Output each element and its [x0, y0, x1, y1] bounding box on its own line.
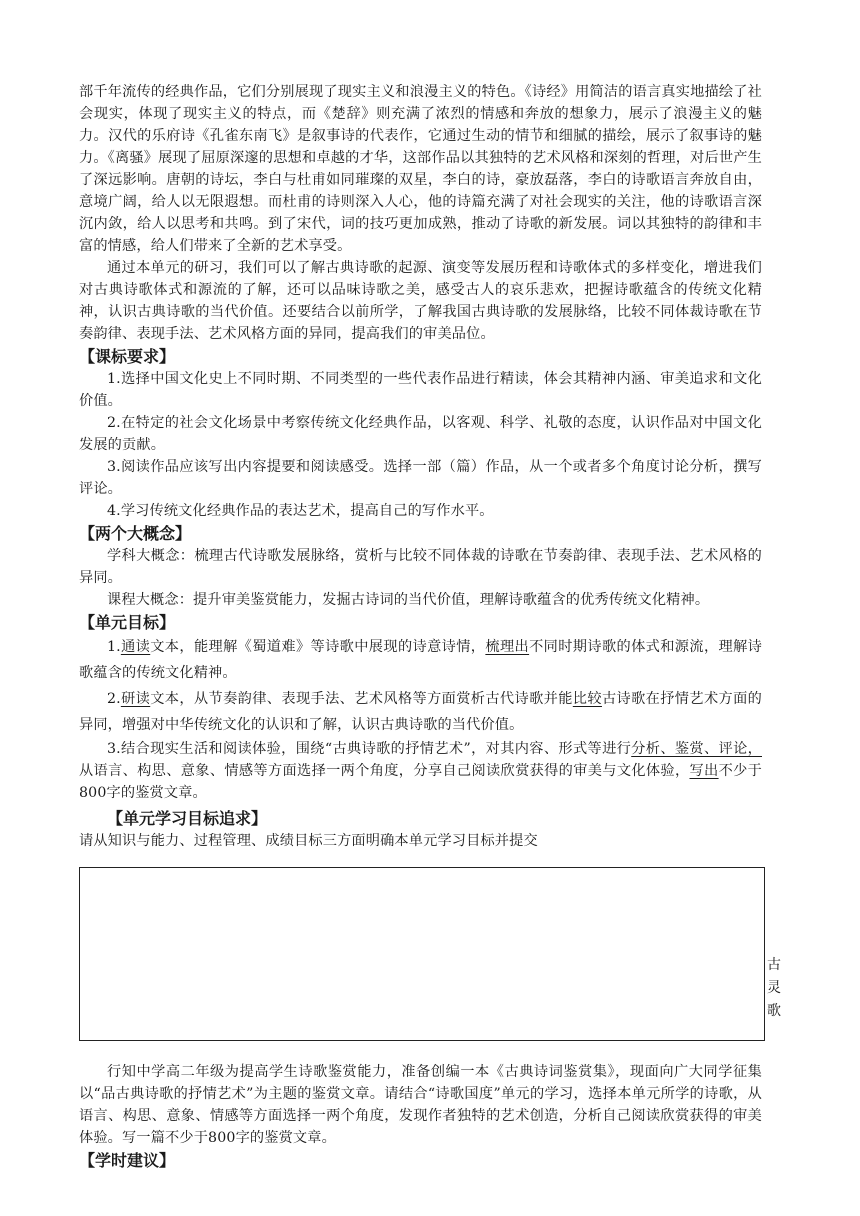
underlined-term: 通读: [120, 639, 151, 655]
curriculum-item-2: 2.在特定的社会文化场景中考察传统文化经典作品，以客观、科学、礼敬的态度，认识作品对中国文化发展的贡献。: [79, 415, 762, 453]
goal-item-2: 2.研读文本，从节奏韵律、表现手法、艺术风格等方面赏析古代诗歌并能比较古诗歌在抒情艺术方面的异同，增强对中华传统文化的认识和了解，认识古典诗歌的当代价值。: [79, 691, 762, 733]
goals-heading: 【单元目标】: [79, 613, 176, 632]
concepts-heading: 【两个大概念】: [79, 524, 192, 543]
curriculum-item-3: 3.阅读作品应该写出内容提要和阅读感受。选择一部（篇）作品，从一个或者多个角度讨论分析，撰写评论。: [79, 459, 762, 497]
intro-paragraph-1: 部千年流传的经典作品，它们分别展现了现实主义和浪漫主义的特色。《诗经》用简洁的语言真实地描绘了社会现实，体现了现实主义的特点，而《楚辞》则充满了浓烈的情感和奔放的想象力，展示了浪漫主义的魅力。汉代的乐府诗《孔雀东南飞》是叙事诗的代表作，它通过生动的情节和细腻的描绘，展示了叙事诗的魅力。《离骚》展现了屈原深邃的思想和卓越的才华，这部作品以其独特的艺术风格和深刻的哲理，对后世产生了深远影响。唐朝的诗坛，李白与杜甫如同璀璨的双星，李白的诗，豪放磊落，李白的诗歌语言奔放自由，意境广阔，给人以无限遐想。而杜甫的诗则深入人心，他的诗篇充满了对社会现实的关注，他的诗歌语言深沉内敛，给人以思考和共鸣。到了宋代，词的技巧更加成熟，推动了诗歌的新发展。词以其独特的韵律和丰富的情感，给人们带来了全新的艺术享受。: [79, 84, 762, 254]
goal-item-1: 1.通读文本，能理解《蜀道难》等诗歌中展现的诗意诗情，梳理出不同时期诗歌的体式和源流，理解诗歌蕴含的传统文化精神。: [79, 639, 763, 681]
goal-item-3: 3.结合现实生活和阅读体验，围绕“古典诗歌的抒情艺术”，对其内容、形式等进行分析、鉴赏、评论，从语言、构思、意象、情感等方面选择一两个角度，分享自己阅读欣赏获得的审美与文化体验，写出不少于800字的鉴赏文章。: [79, 741, 762, 801]
answer-box[interactable]: [79, 867, 781, 1041]
schedule-heading: 【学时建议】: [79, 1151, 176, 1170]
underlined-term: 写出: [689, 763, 719, 779]
intro-paragraph-2: 通过本单元的研习，我们可以了解古典诗歌的起源、演变等发展历程和诗歌体式的多样变化，增进我们对古典诗歌体式和源流的了解，还可以品味诗歌之美，感受古人的哀乐悲欢，把握诗歌蕴含的传统文化精神，认识古典诗歌的当代价值。还要结合以前所学，了解我国古典诗歌的发展脉络，比较不同体裁诗歌在节奏韵律、表现手法、艺术风格方面的异同，提高我们的审美品位。: [79, 260, 762, 342]
curriculum-item-1: 1.选择中国文化史上不同时期、不同类型的一些代表作品进行精读，体会其精神内涵、审美追求和文化价值。: [79, 371, 762, 409]
underlined-term: 梳理出: [485, 639, 530, 655]
pursuit-heading: 【单元学习目标追求】: [107, 809, 268, 828]
document-page: [79, 81, 781, 1172]
side-char: 歌: [767, 1003, 781, 1019]
pursuit-instruction: 请从知识与能力、过程管理、成绩目标三方面明确本单元学习目标并提交: [79, 833, 538, 849]
side-characters: [767, 954, 781, 1023]
curriculum-heading: 【课标要求】: [79, 347, 176, 366]
underlined-term: 分析、鉴赏、评论，: [631, 741, 762, 757]
task-paragraph: 行知中学高二年级为提高学生诗歌鉴赏能力，准备创编一本《古典诗词鉴赏集》，现面向广大同学征集以“品古典诗歌的抒情艺术”为主题的鉴赏文章。请结合“诗歌国度”单元的学习，选择本单元所学的诗歌，从语言、构思、意象、情感等方面选择一两个角度，发现作者独特的艺术创造，分析自己阅读欣赏获得的审美体验。写一篇不少于800字的鉴赏文章。: [79, 1064, 762, 1146]
side-char: 灵: [767, 980, 781, 996]
subject-concept: 学科大概念：梳理古代诗歌发展脉络，赏析与比较不同体裁的诗歌在节奏韵律、表现手法、艺术风格的异同。: [79, 548, 762, 586]
course-concept: 课程大概念：提升审美鉴赏能力，发掘古诗词的当代价值，理解诗歌蕴含的优秀传统文化精神。: [107, 592, 710, 608]
curriculum-item-4: 4.学习传统文化经典作品的表达艺术，提高自己的写作水平。: [107, 503, 494, 519]
underlined-term: 研读: [120, 691, 151, 707]
underlined-term: 比较: [572, 691, 602, 707]
side-char: 古: [767, 957, 781, 973]
